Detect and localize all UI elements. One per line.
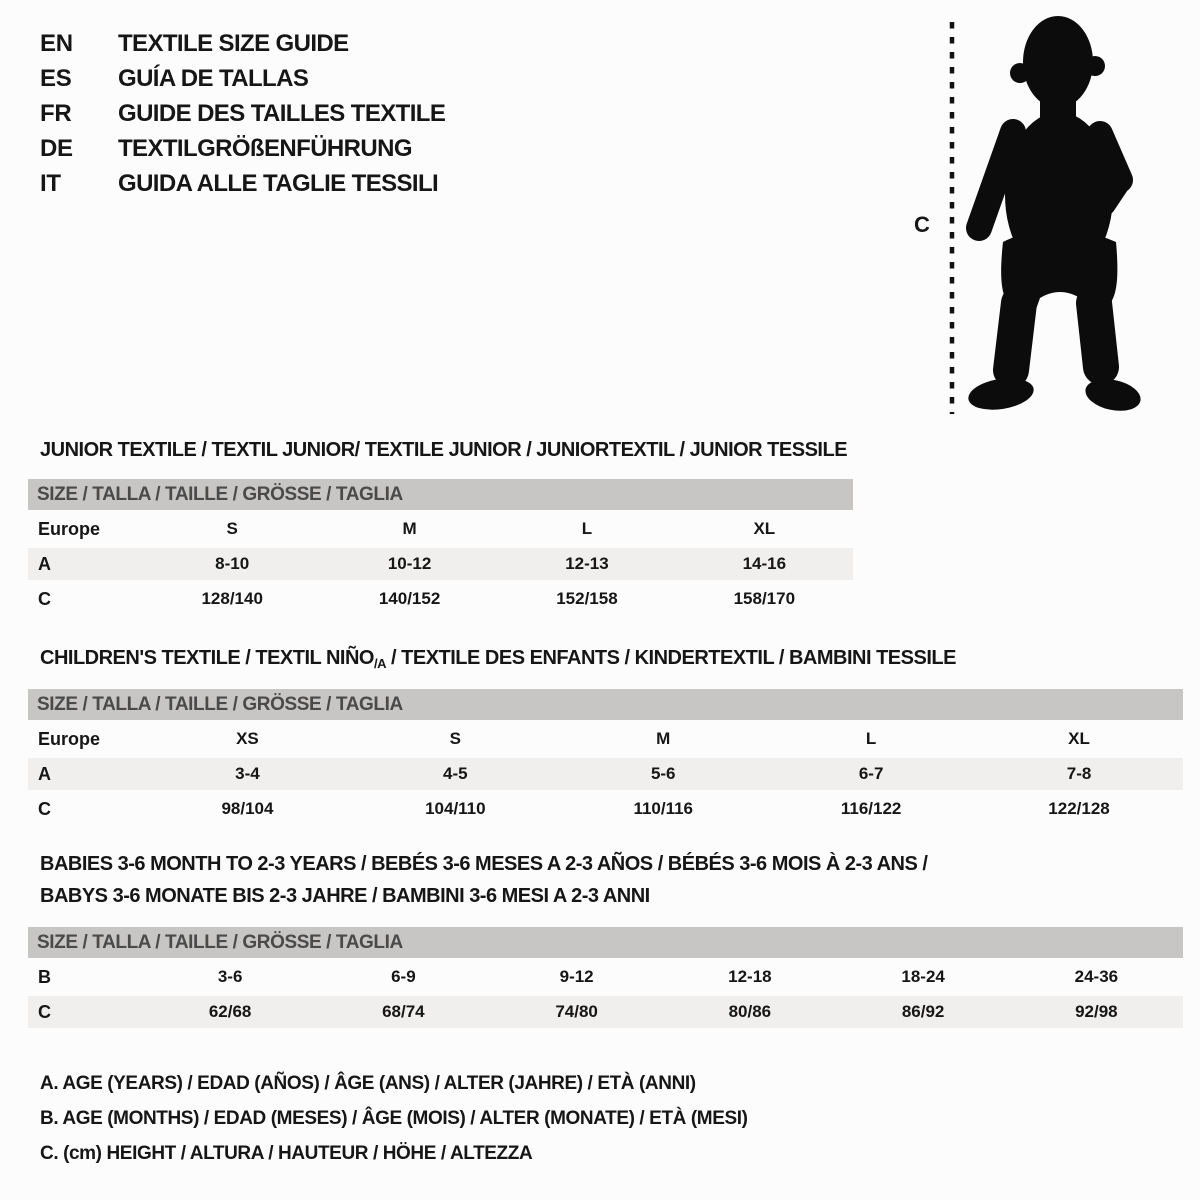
table-cell: 128/140 <box>201 589 263 608</box>
table-cell: 152/158 <box>556 589 618 608</box>
children-title-subscript: /A <box>373 656 386 671</box>
table-row-height <box>28 995 1183 1029</box>
table-cell: S <box>449 729 461 748</box>
row-label: Europe <box>38 728 101 749</box>
table-header-row <box>28 479 853 512</box>
toddler-silhouette-icon <box>937 10 1147 420</box>
table-cell: 14-16 <box>676 547 853 582</box>
table-cell: 158/170 <box>733 589 796 608</box>
table-cell: 140/152 <box>378 589 441 608</box>
lang-row-en <box>40 26 445 61</box>
size-header: SIZE / TALLA / TAILLE / GRÖSSE / TAGLIA <box>28 927 1183 960</box>
table-row-height <box>28 792 1183 826</box>
table-cell: 3-6 <box>217 967 243 986</box>
table-cell: 3-4 <box>144 757 352 792</box>
table-cell: M <box>656 729 671 748</box>
babies-size-table <box>28 927 1183 1028</box>
table-cell: 116/122 <box>840 799 902 818</box>
table-cell: 12-18 <box>728 967 772 986</box>
lang-code-de: DE <box>40 134 73 162</box>
table-cell: 5-6 <box>559 757 767 792</box>
babies-title-line-1: BABIES 3-6 MONTH TO 2-3 YEARS / BEBÉS 3-6 MESES A 2-3 AÑOS / BÉBÉS 3-6 MOIS À 2-3 ANS / <box>40 853 928 875</box>
table-row-height <box>28 582 853 616</box>
size-header: SIZE / TALLA / TAILLE / GRÖSSE / TAGLIA <box>28 479 853 512</box>
table-cell: 104/110 <box>425 799 486 818</box>
table-cell: 122/128 <box>1048 799 1110 818</box>
table-cell: 24-36 <box>1074 967 1119 986</box>
table-cell: XL <box>753 519 776 538</box>
row-label: C <box>28 995 144 1029</box>
legend-line-b: B. AGE (MONTHS) / EDAD (MESES) / ÂGE (MOIS) / ALTER (MONATE) / ETÀ (MESI) <box>40 1108 748 1129</box>
lang-row-de <box>40 131 445 166</box>
table-cell: 86/92 <box>837 995 1010 1029</box>
row-label: B <box>38 966 51 987</box>
row-label: A <box>28 547 144 582</box>
table-cell: S <box>226 519 238 538</box>
lang-row-es <box>40 61 445 96</box>
table-cell: XL <box>1068 729 1090 748</box>
table-cell: 80/86 <box>663 995 836 1029</box>
legend-line-a: A. AGE (YEARS) / EDAD (AÑOS) / ÂGE (ANS) / ALTER (JAHRE) / ETÀ (ANNI) <box>40 1073 696 1094</box>
table-cell: 6-7 <box>767 757 975 792</box>
row-label: C <box>38 588 51 609</box>
table-cell: 6-9 <box>391 967 416 986</box>
babies-section-title <box>40 848 927 912</box>
table-cell: 74/80 <box>490 995 663 1029</box>
table-row-europe <box>28 722 1183 757</box>
table-row-age <box>28 547 853 582</box>
lang-code-es: ES <box>40 64 72 92</box>
lang-code-fr: FR <box>40 99 72 127</box>
table-header-row <box>28 689 1183 722</box>
lang-row-it <box>40 166 445 201</box>
row-label: A <box>28 757 144 792</box>
lang-title-de: TEXTILGRÖßENFÜHRUNG <box>118 134 412 162</box>
table-cell: 18-24 <box>901 967 945 986</box>
table-cell: 8-10 <box>144 547 321 582</box>
legend-line-c: C. (cm) HEIGHT / ALTURA / HAUTEUR / HÖHE / ALTEZZA <box>40 1143 533 1164</box>
junior-size-table <box>28 479 853 615</box>
table-cell: 62/68 <box>144 995 317 1029</box>
lang-code-en: EN <box>40 29 73 57</box>
table-cell: 12-13 <box>498 547 675 582</box>
table-cell: 10-12 <box>321 547 498 582</box>
lang-code-it: IT <box>40 169 61 197</box>
table-header-row <box>28 927 1183 960</box>
children-section-title <box>40 642 956 680</box>
row-label: C <box>38 798 51 819</box>
table-row-age <box>28 757 1183 792</box>
height-measure-label: C <box>914 212 930 237</box>
lang-row-fr <box>40 96 445 131</box>
table-cell: M <box>402 519 417 538</box>
table-cell: 92/98 <box>1010 995 1183 1029</box>
lang-title-en: TEXTILE SIZE GUIDE <box>118 29 349 57</box>
table-cell: 110/116 <box>633 799 694 818</box>
table-cell: 7-8 <box>975 757 1183 792</box>
children-title-post: / TEXTILE DES ENFANTS / KINDERTEXTIL / BAMBINI TESSILE <box>385 647 956 669</box>
size-header: SIZE / TALLA / TAILLE / GRÖSSE / TAGLIA <box>28 689 1183 722</box>
measurement-legend <box>40 1066 748 1171</box>
children-title-pre: CHILDREN'S TEXTILE / TEXTIL NIÑO <box>40 647 374 669</box>
table-cell: 68/74 <box>317 995 490 1029</box>
table-cell: L <box>581 519 593 538</box>
table-cell: 98/104 <box>221 799 274 818</box>
language-title-block <box>40 26 445 201</box>
table-row-europe <box>28 512 853 547</box>
lang-title-fr: GUIDE DES TAILLES TEXTILE <box>118 99 446 127</box>
table-cell: 4-5 <box>351 757 559 792</box>
junior-section-title: JUNIOR TEXTILE / TEXTIL JUNIOR/ TEXTILE JUNIOR / JUNIORTEXTIL / JUNIOR TESSILE <box>40 439 848 461</box>
table-cell: XS <box>236 729 259 748</box>
table-cell: L <box>865 729 877 748</box>
row-label: Europe <box>38 518 101 539</box>
table-cell: 9-12 <box>559 967 594 986</box>
table-row-months <box>28 960 1183 995</box>
lang-title-it: GUIDA ALLE TAGLIE TESSILI <box>118 169 439 197</box>
lang-title-es: GUÍA DE TALLAS <box>118 64 309 92</box>
babies-title-line-2: BABYS 3-6 MONATE BIS 2-3 JAHRE / BAMBINI 3-6 MESI A 2-3 ANNI <box>40 885 650 907</box>
children-size-table <box>28 689 1183 825</box>
